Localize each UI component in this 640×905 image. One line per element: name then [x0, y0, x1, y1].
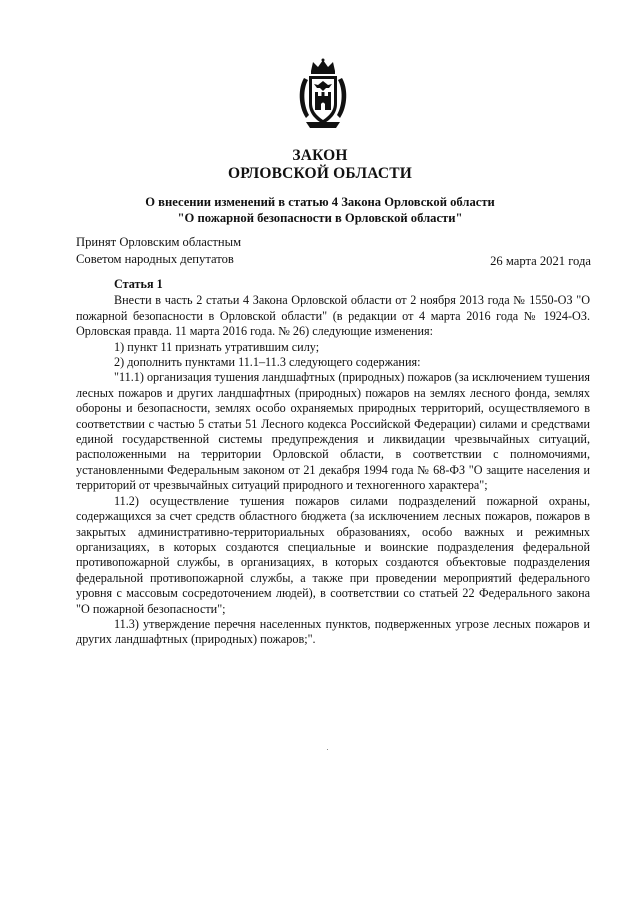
law-subtitle-line-1: О внесении изменений в статью 4 Закона Орловской области — [145, 195, 495, 209]
coat-of-arms-icon — [296, 58, 350, 130]
adoption-date: 26 марта 2021 года — [490, 254, 591, 268]
paragraph-11-2: 11.2) осуществление тушения пожаров силами подразделений пожарной охраны, содержащихся за счет средств областного бюджета (за исключением лесных пожаров, пожаров в закрытых административно-территориальных образованиях, особо важных и режимных организациях, в которых создаются специальные и воинские подразделения федеральной противопожарной службы, в организациях, в которых создаются объектовые подразделения федеральной противопожарной службы, а также при проведении мероприятий федерального уровня с массовым сосредоточением людей), в соответствии со статьей 22 Федерального закона "О пожарной безопасности"; — [76, 493, 590, 616]
paragraph-item-1: 1) пункт 11 признать утратившим силу; — [114, 339, 320, 354]
scan-speck — [327, 749, 328, 750]
region-title: ОРЛОВСКОЙ ОБЛАСТИ — [227, 165, 413, 182]
paragraph-intro: Внести в часть 2 статьи 4 Закона Орловской области от 2 ноября 2013 года № 1550-ОЗ "О пожарной безопасности в Орловской области" (в редакции от 4 марта 2016 года № 1924-ОЗ. Орловская правда. 11 марта 2016 года. № 26) следующие изменения: — [76, 293, 590, 339]
adoption-body — [76, 234, 241, 268]
adoption-line-2: Советом народных депутатов — [76, 252, 234, 266]
paragraph-11-1: "11.1) организация тушения ландшафтных (природных) пожаров (за исключением тушения лесных пожаров и других ландшафтных (природных) пожаров на землях лесного фонда, землях обороны и безопасности, землях особо охраняемых природных территорий, осуществляемого в соответствии с частью 5 статьи 51 Лесного кодекса Российской Федерации) силами и средствами единой государственной системы предупреждения и ликвидации чрезвычайных ситуаций, расположенными на территории Орловской области, в соответствии с полномочиями, установленными Федеральным законом от 21 декабря 1994 года № 68-ФЗ "О защите населения и территорий от чрезвычайных ситуаций природного и техногенного характера"; — [76, 370, 590, 493]
law-subtitle-line-2: "О пожарной безопасности в Орловской области" — [177, 211, 463, 225]
article-heading: Статья 1 — [114, 277, 163, 291]
document-type-title: ЗАКОН — [292, 147, 348, 164]
adoption-line-1: Принят Орловским областным — [76, 235, 242, 249]
paragraph-item-2: 2) дополнить пунктами 11.1–11.3 следующего содержания: — [114, 355, 421, 370]
paragraph-11-3: 11.3) утверждение перечня населенных пунктов, подверженных угрозе лесных пожаров и других ландшафтных (природных) пожаров;". — [76, 616, 590, 647]
article-body — [76, 277, 590, 648]
